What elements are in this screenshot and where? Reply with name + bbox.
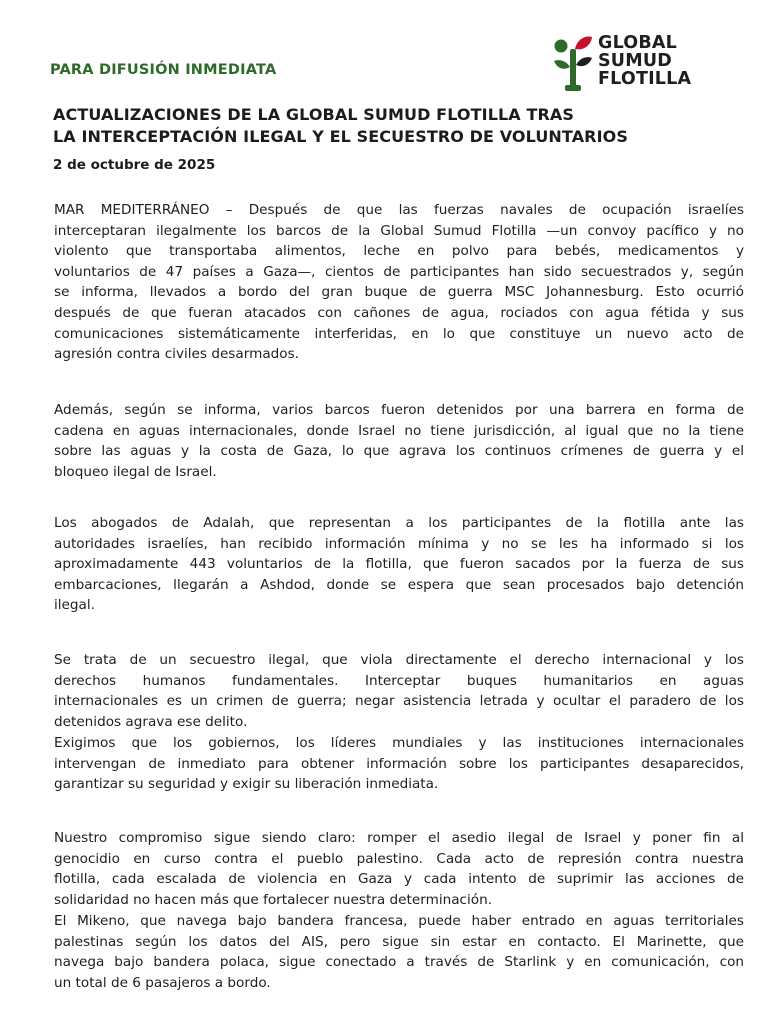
page-title bbox=[53, 104, 733, 148]
paragraph-line: agresión contra civiles desarmados. bbox=[54, 346, 299, 363]
paragraph-line: garantizar su seguridad y exigir su liberación inmediata. bbox=[54, 776, 439, 793]
paragraph-line: se informa, llevados a bordo del gran buque de guerra MSC Johannesburg. Esto ocurrió bbox=[54, 284, 744, 301]
paragraph-7 bbox=[54, 911, 744, 993]
paragraph-line: Se trata de un secuestro ilegal, que viola directamente el derecho internacional y los bbox=[54, 652, 744, 668]
paragraph-line: interceptaran ilegalmente los barcos de la Global Sumud Flotilla —un convoy pacífico y no bbox=[54, 222, 744, 239]
paragraph-1 bbox=[54, 200, 744, 365]
paragraph-line: El Mikeno, que navega bajo bandera francesa, puede haber entrado en aguas territoriales bbox=[54, 913, 744, 929]
paragraph-line: navega bajo bandera polaca, sigue conectado a través de Starlink y en comunicación, con bbox=[54, 954, 744, 971]
paragraph-line: intervengan de inmediato para obtener información sobre los participantes desaparecidos, bbox=[54, 755, 744, 772]
title-line-1: ACTUALIZACIONES DE LA GLOBAL SUMUD FLOTILLA TRAS bbox=[53, 105, 574, 124]
paragraph-6 bbox=[54, 828, 744, 910]
paragraph-5 bbox=[54, 733, 744, 795]
logo-line-flotilla: FLOTILLA bbox=[598, 69, 692, 89]
paragraph-line: internacionales es un crimen de guerra; negar asistencia letrada y ocultar el paradero de los bbox=[54, 693, 744, 710]
paragraph-line: derechos humanos fundamentales. Interceptar buques humanitarios en aguas bbox=[54, 672, 744, 689]
paragraph-line: violento que transportaba alimentos, leche en polvo para bebés, medicamentos y bbox=[54, 243, 744, 260]
paragraph-2 bbox=[54, 400, 744, 482]
paragraph-line: flotilla, cada escalada de violencia en Gaza y cada intento de suprimir las acciones de bbox=[54, 871, 744, 888]
paragraph-line: Los abogados de Adalah, que representan a los participantes de la flotilla ante las bbox=[54, 515, 744, 531]
release-label: PARA DIFUSIÓN INMEDIATA bbox=[50, 62, 277, 78]
paragraph-3 bbox=[54, 513, 744, 616]
paragraph-line: Exigimos que los gobiernos, los líderes mundiales y las instituciones internacionales bbox=[54, 735, 744, 751]
global-sumud-flotilla-logo bbox=[553, 33, 713, 93]
paragraph-line: aproximadamente 443 voluntarios de la flotilla, que fueron sacados por la fuerza de sus bbox=[54, 556, 744, 573]
paragraph-line: MAR MEDITERRÁNEO – Después de que las fuerzas navales de ocupación israelíes bbox=[54, 202, 744, 218]
logo-wordmark bbox=[598, 34, 691, 88]
title-line-2: LA INTERCEPTACIÓN ILEGAL Y EL SECUESTRO DE VOLUNTARIOS bbox=[53, 127, 628, 146]
paragraph-line: un total de 6 pasajeros a bordo. bbox=[54, 974, 271, 991]
paragraph-line: después de que fueran atacados con cañones de agua, rociados con agua fétida y sus bbox=[54, 304, 744, 321]
paragraph-line: Nuestro compromiso sigue siendo claro: romper el asedio ilegal de Israel y poner fin al bbox=[54, 830, 744, 846]
paragraph-line: palestinas según los datos del AIS, pero sigue sin estar en contacto. El Marinette, que bbox=[54, 933, 744, 950]
paragraph-4 bbox=[54, 650, 744, 732]
paragraph-line: embarcaciones, llegarán a Ashdod, donde se espera que sean procesados bajo detención bbox=[54, 576, 744, 593]
paragraph-line: cadena en aguas internacionales, donde Israel no tiene jurisdicción, al igual que no la tiene bbox=[54, 422, 744, 439]
logo-line-global: GLOBAL bbox=[598, 33, 678, 53]
paragraph-line: voluntarios de 47 países a Gaza—, cientos de participantes han sido secuestrados y, según bbox=[54, 263, 744, 280]
flotilla-plant-icon bbox=[553, 35, 593, 91]
paragraph-line: comunicaciones sistemáticamente interferidas, en lo que constituye un nuevo acto de bbox=[54, 325, 744, 342]
paragraph-line: bloqueo ilegal de Israel. bbox=[54, 463, 217, 480]
paragraph-line: detenidos agrava ese delito. bbox=[54, 713, 248, 730]
logo-line-sumud: SUMUD bbox=[598, 51, 672, 71]
paragraph-line: solidaridad no hacen más que fortalecer nuestra determinación. bbox=[54, 891, 493, 908]
paragraph-line: autoridades israelíes, han recibido información mínima y no se les ha informado si los bbox=[54, 535, 744, 552]
paragraph-line: sobre las aguas y la costa de Gaza, lo que agrava los continuos crímenes de guerra y el bbox=[54, 443, 744, 460]
paragraph-line: ilegal. bbox=[54, 597, 95, 614]
paragraph-line: genocidio en curso contra el pueblo palestino. Cada acto de represión contra nuestra bbox=[54, 850, 744, 867]
release-date: 2 de octubre de 2025 bbox=[53, 157, 216, 173]
paragraph-line: Además, según se informa, varios barcos fueron detenidos por una barrera en forma de bbox=[54, 402, 744, 418]
